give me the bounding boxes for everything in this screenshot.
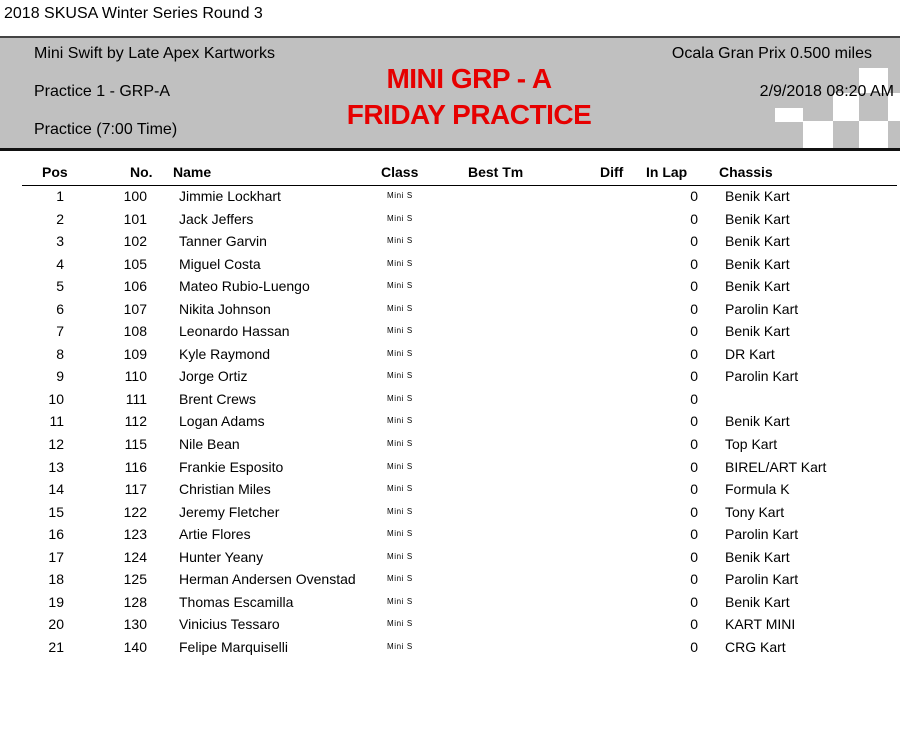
event-title: 2018 SKUSA Winter Series Round 3 xyxy=(4,5,263,22)
table-row xyxy=(0,230,900,253)
col-header-diff: Diff xyxy=(600,164,624,180)
table-row xyxy=(0,546,900,569)
cell-no: 115 xyxy=(124,436,147,453)
cell-no: 116 xyxy=(124,458,147,475)
cell-chassis: CRG Kart xyxy=(725,638,786,655)
cell-chassis: Benik Kart xyxy=(725,548,790,565)
cell-chassis: BIREL/ART Kart xyxy=(725,458,827,475)
cell-in-lap: 0 xyxy=(690,616,698,633)
cell-in-lap: 0 xyxy=(690,638,698,655)
cell-in-lap: 0 xyxy=(690,278,698,295)
cell-in-lap: 0 xyxy=(690,548,698,565)
cell-class: Mini S xyxy=(387,439,413,449)
cell-in-lap: 0 xyxy=(690,413,698,430)
cell-pos: 8 xyxy=(56,345,64,362)
cell-chassis: Benik Kart xyxy=(725,233,790,250)
cell-name: Nikita Johnson xyxy=(179,300,271,317)
cell-name: Jeremy Fletcher xyxy=(179,503,280,520)
sponsor-text: Mini Swift by Late Apex Kartworks xyxy=(34,45,275,62)
table-row xyxy=(0,343,900,366)
cell-name: Vinicius Tessaro xyxy=(179,616,280,633)
cell-no: 100 xyxy=(123,188,147,204)
cell-pos: 12 xyxy=(48,436,64,453)
cell-pos: 20 xyxy=(48,616,64,633)
cell-no: 130 xyxy=(123,616,147,633)
cell-chassis: Benik Kart xyxy=(725,323,790,340)
cell-class: Mini S xyxy=(387,461,413,471)
checkered-flag-square xyxy=(859,121,888,148)
cell-pos: 2 xyxy=(56,210,64,227)
cell-in-lap: 0 xyxy=(690,368,698,385)
table-row xyxy=(0,275,900,298)
table-row xyxy=(0,568,900,591)
cell-no: 101 xyxy=(123,210,147,227)
results-table xyxy=(0,185,900,658)
cell-no: 122 xyxy=(123,503,147,520)
cell-in-lap: 0 xyxy=(690,345,698,362)
cell-chassis: Parolin Kart xyxy=(725,368,799,385)
cell-no: 140 xyxy=(123,638,147,655)
cell-no: 109 xyxy=(123,345,147,362)
cell-in-lap: 0 xyxy=(690,481,698,498)
cell-pos: 10 xyxy=(48,390,64,407)
cell-in-lap: 0 xyxy=(690,210,698,227)
cell-name: Hunter Yeany xyxy=(179,548,264,565)
main-title-line1: MINI GRP - A xyxy=(386,63,552,94)
cell-chassis: Top Kart xyxy=(725,436,778,453)
cell-chassis: DR Kart xyxy=(725,345,775,362)
cell-pos: 4 xyxy=(56,255,64,272)
cell-no: 123 xyxy=(123,526,147,543)
track-info: Ocala Gran Prix 0.500 miles xyxy=(671,45,872,62)
table-row xyxy=(0,410,900,433)
cell-no: 124 xyxy=(123,548,147,565)
cell-class: Mini S xyxy=(387,619,413,629)
table-row xyxy=(0,253,900,276)
cell-class: Mini S xyxy=(387,326,413,336)
table-row xyxy=(0,433,900,456)
col-header-pos: Pos xyxy=(42,164,68,180)
table-row xyxy=(0,501,900,524)
cell-no: 107 xyxy=(123,300,147,317)
col-header-best-tm: Best Tm xyxy=(468,164,524,180)
cell-class: Mini S xyxy=(387,371,413,381)
cell-in-lap: 0 xyxy=(690,571,698,588)
results-banner xyxy=(0,36,900,151)
cell-chassis: Tony Kart xyxy=(725,503,785,520)
cell-class: Mini S xyxy=(387,484,413,494)
table-header xyxy=(22,163,897,186)
cell-in-lap: 0 xyxy=(690,300,698,317)
cell-chassis: Formula K xyxy=(725,481,790,498)
cell-name: Leonardo Hassan xyxy=(179,323,290,340)
cell-name: Brent Crews xyxy=(179,390,257,407)
cell-pos: 16 xyxy=(48,526,64,543)
cell-chassis: Benik Kart xyxy=(725,255,790,272)
cell-no: 125 xyxy=(123,571,147,588)
cell-name: Frankie Esposito xyxy=(179,458,284,475)
cell-pos: 18 xyxy=(48,571,64,588)
col-header-no: No. xyxy=(130,164,153,180)
cell-pos: 5 xyxy=(56,278,64,295)
cell-pos: 15 xyxy=(48,503,64,520)
cell-name: Christian Miles xyxy=(179,481,271,498)
table-row xyxy=(0,365,900,388)
checkered-flag-square xyxy=(775,108,803,122)
cell-class: Mini S xyxy=(387,281,413,291)
cell-name: Kyle Raymond xyxy=(179,345,271,362)
cell-class: Mini S xyxy=(387,191,413,200)
cell-in-lap: 0 xyxy=(690,188,698,204)
col-header-class: Class xyxy=(381,164,419,180)
table-row xyxy=(0,523,900,546)
table-row xyxy=(0,478,900,501)
cell-no: 110 xyxy=(124,368,147,385)
cell-class: Mini S xyxy=(387,596,413,606)
cell-class: Mini S xyxy=(387,641,413,651)
col-header-chassis: Chassis xyxy=(719,164,773,180)
cell-in-lap: 0 xyxy=(690,255,698,272)
cell-name: Artie Flores xyxy=(179,526,251,543)
cell-class: Mini S xyxy=(387,529,413,539)
cell-no: 117 xyxy=(124,481,147,498)
cell-class: Mini S xyxy=(387,303,413,313)
cell-pos: 9 xyxy=(56,368,64,385)
session-type: Practice (7:00 Time) xyxy=(34,121,178,138)
cell-chassis: KART MINI xyxy=(725,616,796,633)
cell-chassis: Benik Kart xyxy=(725,188,790,204)
table-row xyxy=(0,388,900,411)
cell-name: Herman Andersen Ovenstad xyxy=(179,571,356,588)
cell-name: Logan Adams xyxy=(179,413,265,430)
cell-pos: 17 xyxy=(48,548,64,565)
table-row xyxy=(0,320,900,343)
checkered-flag-square xyxy=(803,121,833,148)
table-row xyxy=(0,298,900,321)
cell-class: Mini S xyxy=(387,348,413,358)
cell-in-lap: 0 xyxy=(690,390,698,407)
cell-chassis: Parolin Kart xyxy=(725,526,799,543)
cell-name: Miguel Costa xyxy=(179,255,261,272)
cell-no: 105 xyxy=(123,255,147,272)
cell-in-lap: 0 xyxy=(690,526,698,543)
table-row xyxy=(0,613,900,636)
cell-name: Mateo Rubio-Luengo xyxy=(179,278,310,295)
cell-in-lap: 0 xyxy=(690,233,698,250)
cell-in-lap: 0 xyxy=(690,593,698,610)
cell-class: Mini S xyxy=(387,213,413,223)
session-name: Practice 1 - GRP-A xyxy=(34,83,171,100)
cell-chassis: Benik Kart xyxy=(725,278,790,295)
cell-no: 106 xyxy=(123,278,147,295)
cell-pos: 21 xyxy=(48,638,64,655)
cell-name: Jack Jeffers xyxy=(179,210,254,227)
cell-in-lap: 0 xyxy=(690,458,698,475)
col-header-name: Name xyxy=(173,164,212,180)
cell-pos: 3 xyxy=(56,233,64,250)
cell-class: Mini S xyxy=(387,506,413,516)
cell-in-lap: 0 xyxy=(690,503,698,520)
cell-pos: 19 xyxy=(48,593,64,610)
cell-chassis: Benik Kart xyxy=(725,210,790,227)
table-row xyxy=(0,456,900,479)
cell-pos: 11 xyxy=(49,413,64,430)
cell-name: Tanner Garvin xyxy=(179,233,267,250)
cell-no: 112 xyxy=(124,413,147,430)
cell-chassis: Parolin Kart xyxy=(725,300,799,317)
col-header-in-lap: In Lap xyxy=(646,164,688,180)
table-row xyxy=(0,208,900,231)
cell-name: Jimmie Lockhart xyxy=(179,188,281,204)
table-row xyxy=(0,591,900,614)
cell-class: Mini S xyxy=(387,393,413,403)
table-row xyxy=(0,636,900,659)
cell-no: 102 xyxy=(123,233,147,250)
cell-name: Thomas Escamilla xyxy=(179,593,294,610)
cell-class: Mini S xyxy=(387,416,413,426)
cell-no: 128 xyxy=(123,593,147,610)
table-row xyxy=(0,185,900,208)
cell-class: Mini S xyxy=(387,574,413,584)
cell-chassis: Benik Kart xyxy=(725,593,790,610)
cell-pos: 7 xyxy=(56,323,64,340)
cell-in-lap: 0 xyxy=(690,323,698,340)
cell-pos: 14 xyxy=(48,481,64,498)
cell-class: Mini S xyxy=(387,236,413,246)
cell-pos: 6 xyxy=(56,300,64,317)
main-title-line2: FRIDAY PRACTICE xyxy=(346,99,592,130)
cell-in-lap: 0 xyxy=(690,436,698,453)
session-datetime: 2/9/2018 08:20 AM xyxy=(759,83,894,100)
cell-chassis: Benik Kart xyxy=(725,413,790,430)
cell-name: Nile Bean xyxy=(179,436,240,453)
cell-no: 111 xyxy=(125,390,147,407)
cell-chassis: Parolin Kart xyxy=(725,571,799,588)
cell-name: Jorge Ortiz xyxy=(179,368,248,385)
cell-pos: 13 xyxy=(48,458,64,475)
cell-class: Mini S xyxy=(387,551,413,561)
cell-name: Felipe Marquiselli xyxy=(179,638,288,655)
cell-no: 108 xyxy=(123,323,147,340)
cell-pos: 1 xyxy=(56,188,64,204)
cell-class: Mini S xyxy=(387,258,413,268)
